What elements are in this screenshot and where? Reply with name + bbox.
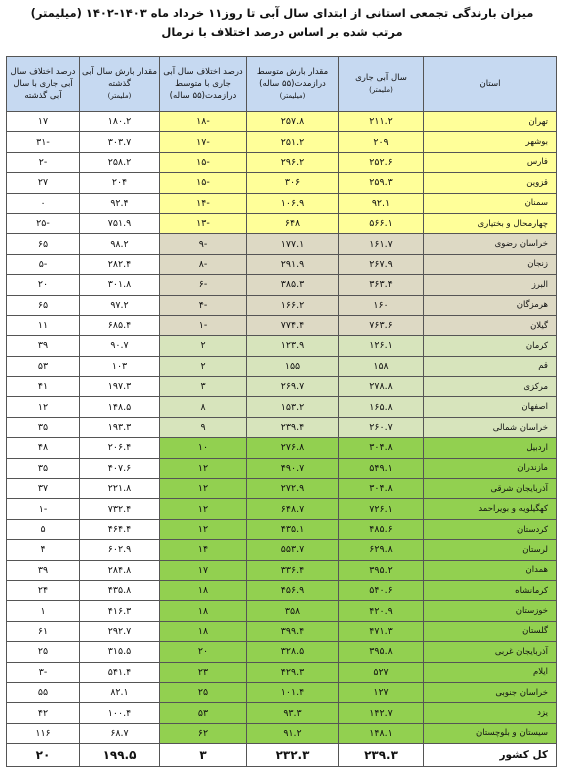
cell-province: گلستان bbox=[424, 621, 557, 641]
table-row bbox=[7, 438, 557, 458]
cell-diff-normal: ۱۲ bbox=[160, 458, 247, 478]
table-row bbox=[7, 193, 557, 213]
cell-diff-normal: ۱۸ bbox=[160, 601, 247, 621]
table-row bbox=[7, 356, 557, 376]
cell-current: ۱۲۶.۱ bbox=[339, 336, 424, 356]
cell-province: سمنان bbox=[424, 193, 557, 213]
table-row bbox=[7, 560, 557, 580]
table-row bbox=[7, 132, 557, 152]
cell-diff-last: ۴۸ bbox=[7, 438, 80, 458]
cell-diff-normal: ۱۸ bbox=[160, 621, 247, 641]
cell-current: ۳۹۵.۸ bbox=[339, 642, 424, 662]
cell-diff-normal: ۸ bbox=[160, 397, 247, 417]
cell-province: چهارمحال و بختیاری bbox=[424, 213, 557, 233]
header-row bbox=[7, 57, 557, 112]
cell-diff-last: ۱۱۶ bbox=[7, 723, 80, 743]
rainfall-table bbox=[6, 56, 557, 767]
cell-province: خوزستان bbox=[424, 601, 557, 621]
total-last-year: ۱۹۹.۵ bbox=[80, 744, 160, 767]
cell-normal: ۵۵۳.۷ bbox=[247, 540, 339, 560]
cell-normal: ۱۵۵ bbox=[247, 356, 339, 376]
cell-province: آذربایجان شرقی bbox=[424, 479, 557, 499]
cell-normal: ۷۷۴.۴ bbox=[247, 315, 339, 335]
cell-normal: ۱۰۱.۴ bbox=[247, 682, 339, 702]
table-row bbox=[7, 642, 557, 662]
cell-last-year: ۴۳۵.۸ bbox=[80, 580, 160, 600]
table-row bbox=[7, 112, 557, 132]
cell-diff-last: ۲۴ bbox=[7, 580, 80, 600]
cell-province: لرستان bbox=[424, 540, 557, 560]
cell-current: ۲۵۹.۳ bbox=[339, 173, 424, 193]
cell-normal: ۴۳۵.۱ bbox=[247, 519, 339, 539]
cell-diff-normal: ۶۲ bbox=[160, 723, 247, 743]
cell-normal: ۴۹۰.۷ bbox=[247, 458, 339, 478]
cell-normal: ۳۸۵.۳ bbox=[247, 275, 339, 295]
cell-diff-last: ۲۰ bbox=[7, 275, 80, 295]
cell-diff-normal: -۱۵ bbox=[160, 152, 247, 172]
table-row bbox=[7, 213, 557, 233]
cell-diff-normal: ۹ bbox=[160, 417, 247, 437]
cell-province: ایلام bbox=[424, 662, 557, 682]
cell-province: البرز bbox=[424, 275, 557, 295]
cell-diff-normal: ۱۲ bbox=[160, 519, 247, 539]
cell-diff-last: -۱ bbox=[7, 499, 80, 519]
cell-current: ۵۴۰.۶ bbox=[339, 580, 424, 600]
cell-current: ۲۶۷.۹ bbox=[339, 254, 424, 274]
cell-province: خراسان جنوبی bbox=[424, 682, 557, 702]
cell-current: ۷۶۳.۶ bbox=[339, 315, 424, 335]
cell-current: ۵۲۷ bbox=[339, 662, 424, 682]
cell-province: بوشهر bbox=[424, 132, 557, 152]
cell-current: ۷۲۶.۱ bbox=[339, 499, 424, 519]
cell-normal: ۴۵۶.۹ bbox=[247, 580, 339, 600]
table-row bbox=[7, 173, 557, 193]
cell-normal: ۳۰۶ bbox=[247, 173, 339, 193]
cell-current: ۹۲.۱ bbox=[339, 193, 424, 213]
header-diff-last: درصد اختلاف سال آبی جاری با سال آبی گذشته bbox=[7, 57, 80, 112]
cell-last-year: ۱۹۷.۳ bbox=[80, 377, 160, 397]
cell-normal: ۱۵۳.۲ bbox=[247, 397, 339, 417]
cell-diff-last: ۱ bbox=[7, 601, 80, 621]
cell-diff-last: -۳۱ bbox=[7, 132, 80, 152]
table-row bbox=[7, 458, 557, 478]
cell-diff-normal: -۴ bbox=[160, 295, 247, 315]
cell-current: ۱۴۸.۱ bbox=[339, 723, 424, 743]
cell-current: ۳۰۴.۸ bbox=[339, 438, 424, 458]
cell-diff-last: -۲ bbox=[7, 152, 80, 172]
header-normal: مقدار بارش متوسط درازمدت(۵۵ ساله) (میلیمتر) bbox=[247, 57, 339, 112]
cell-current: ۱۶۰ bbox=[339, 295, 424, 315]
cell-diff-last: ۴۲ bbox=[7, 703, 80, 723]
cell-normal: ۲۹۶.۲ bbox=[247, 152, 339, 172]
cell-last-year: ۷۵۱.۹ bbox=[80, 213, 160, 233]
cell-diff-last: ۳۹ bbox=[7, 336, 80, 356]
cell-normal: ۲۵۱.۲ bbox=[247, 132, 339, 152]
cell-current: ۲۵۲.۶ bbox=[339, 152, 424, 172]
cell-last-year: ۹۲.۴ bbox=[80, 193, 160, 213]
cell-diff-normal: ۲ bbox=[160, 336, 247, 356]
cell-current: ۱۲۷ bbox=[339, 682, 424, 702]
cell-last-year: ۶۰۲.۹ bbox=[80, 540, 160, 560]
cell-last-year: ۹۰.۷ bbox=[80, 336, 160, 356]
cell-diff-normal: ۱۲ bbox=[160, 499, 247, 519]
cell-current: ۳۹۵.۲ bbox=[339, 560, 424, 580]
cell-last-year: ۲۹۲.۷ bbox=[80, 621, 160, 641]
cell-normal: ۲۵۷.۸ bbox=[247, 112, 339, 132]
cell-last-year: ۶۸.۷ bbox=[80, 723, 160, 743]
cell-normal: ۲۷۶.۸ bbox=[247, 438, 339, 458]
cell-diff-last: ۰ bbox=[7, 193, 80, 213]
cell-last-year: ۲۸۲.۴ bbox=[80, 254, 160, 274]
total-normal: ۲۳۲.۳ bbox=[247, 744, 339, 767]
cell-diff-last: ۴ bbox=[7, 540, 80, 560]
cell-last-year: ۳۱۵.۵ bbox=[80, 642, 160, 662]
cell-current: ۲۶۰.۷ bbox=[339, 417, 424, 437]
cell-diff-normal: ۲۰ bbox=[160, 642, 247, 662]
cell-last-year: ۱۹۳.۳ bbox=[80, 417, 160, 437]
cell-diff-normal: -۱ bbox=[160, 315, 247, 335]
cell-diff-normal: ۱۲ bbox=[160, 479, 247, 499]
table-row bbox=[7, 275, 557, 295]
cell-province: مرکزی bbox=[424, 377, 557, 397]
cell-current: ۴۸۵.۶ bbox=[339, 519, 424, 539]
cell-diff-normal: -۶ bbox=[160, 275, 247, 295]
table-row bbox=[7, 703, 557, 723]
cell-province: یزد bbox=[424, 703, 557, 723]
table-row bbox=[7, 662, 557, 682]
cell-diff-last: -۳ bbox=[7, 662, 80, 682]
total-row bbox=[7, 744, 557, 767]
cell-last-year: ۲۸۴.۸ bbox=[80, 560, 160, 580]
cell-diff-last: ۶۵ bbox=[7, 295, 80, 315]
cell-current: ۵۶۶.۱ bbox=[339, 213, 424, 233]
cell-current: ۱۶۵.۸ bbox=[339, 397, 424, 417]
cell-diff-last: ۳۹ bbox=[7, 560, 80, 580]
cell-last-year: ۴۰۷.۶ bbox=[80, 458, 160, 478]
cell-province: قم bbox=[424, 356, 557, 376]
cell-current: ۲۰۹ bbox=[339, 132, 424, 152]
cell-province: قزوین bbox=[424, 173, 557, 193]
cell-diff-last: -۵ bbox=[7, 254, 80, 274]
cell-province: هرمزگان bbox=[424, 295, 557, 315]
cell-diff-normal: ۱۴ bbox=[160, 540, 247, 560]
cell-province: کرمان bbox=[424, 336, 557, 356]
cell-province: خراسان شمالی bbox=[424, 417, 557, 437]
table-row bbox=[7, 621, 557, 641]
cell-last-year: ۲۲۱.۸ bbox=[80, 479, 160, 499]
cell-diff-normal: -۹ bbox=[160, 234, 247, 254]
cell-current: ۴۷۱.۳ bbox=[339, 621, 424, 641]
cell-province: اصفهان bbox=[424, 397, 557, 417]
table-row bbox=[7, 601, 557, 621]
cell-diff-normal: ۱۸ bbox=[160, 580, 247, 600]
table-row bbox=[7, 315, 557, 335]
cell-last-year: ۱۰۳ bbox=[80, 356, 160, 376]
cell-last-year: ۴۶۴.۴ bbox=[80, 519, 160, 539]
cell-diff-normal: -۱۵ bbox=[160, 173, 247, 193]
cell-last-year: ۳۰۱.۸ bbox=[80, 275, 160, 295]
cell-last-year: ۷۳۲.۴ bbox=[80, 499, 160, 519]
header-diff-normal: درصد اختلاف سال آبی جاری با متوسط درازمدت(۵۵ ساله) bbox=[160, 57, 247, 112]
cell-normal: ۲۶۹.۷ bbox=[247, 377, 339, 397]
cell-last-year: ۶۸۵.۴ bbox=[80, 315, 160, 335]
cell-diff-last: ۵۳ bbox=[7, 356, 80, 376]
cell-last-year: ۱۰۰.۴ bbox=[80, 703, 160, 723]
cell-normal: ۴۲۹.۳ bbox=[247, 662, 339, 682]
cell-diff-last: ۱۲ bbox=[7, 397, 80, 417]
cell-diff-last: ۲۷ bbox=[7, 173, 80, 193]
cell-province: اردبیل bbox=[424, 438, 557, 458]
cell-last-year: ۱۸۰.۲ bbox=[80, 112, 160, 132]
table-row bbox=[7, 234, 557, 254]
cell-diff-last: ۵ bbox=[7, 519, 80, 539]
cell-diff-normal: -۱۳ bbox=[160, 213, 247, 233]
cell-diff-last: ۳۵ bbox=[7, 458, 80, 478]
cell-diff-last: ۶۱ bbox=[7, 621, 80, 641]
cell-diff-normal: -۸ bbox=[160, 254, 247, 274]
cell-normal: ۹۱.۲ bbox=[247, 723, 339, 743]
cell-province: کهگیلویه و بویراحمد bbox=[424, 499, 557, 519]
cell-province: مازندران bbox=[424, 458, 557, 478]
cell-province: تهران bbox=[424, 112, 557, 132]
cell-last-year: ۲۰۶.۴ bbox=[80, 438, 160, 458]
cell-last-year: ۸۲.۱ bbox=[80, 682, 160, 702]
cell-province: کرمانشاه bbox=[424, 580, 557, 600]
cell-normal: ۳۵۸ bbox=[247, 601, 339, 621]
cell-normal: ۳۳۶.۴ bbox=[247, 560, 339, 580]
cell-normal: ۳۲۸.۵ bbox=[247, 642, 339, 662]
cell-normal: ۲۳۹.۴ bbox=[247, 417, 339, 437]
cell-normal: ۱۷۷.۱ bbox=[247, 234, 339, 254]
cell-current: ۲۷۸.۸ bbox=[339, 377, 424, 397]
table-row bbox=[7, 519, 557, 539]
cell-normal: ۳۹۹.۴ bbox=[247, 621, 339, 641]
cell-diff-last: ۱۱ bbox=[7, 315, 80, 335]
cell-normal: ۲۹۱.۹ bbox=[247, 254, 339, 274]
table-row bbox=[7, 682, 557, 702]
cell-diff-normal: -۱۴ bbox=[160, 193, 247, 213]
cell-current: ۵۴۹.۱ bbox=[339, 458, 424, 478]
cell-last-year: ۹۷.۲ bbox=[80, 295, 160, 315]
cell-diff-last: ۲۵ bbox=[7, 642, 80, 662]
cell-diff-last: ۳۵ bbox=[7, 417, 80, 437]
cell-diff-normal: ۳ bbox=[160, 377, 247, 397]
cell-normal: ۱۶۶.۲ bbox=[247, 295, 339, 315]
total-diff-normal: ۳ bbox=[160, 744, 247, 767]
cell-normal: ۶۴۸ bbox=[247, 213, 339, 233]
cell-diff-normal: ۲۵ bbox=[160, 682, 247, 702]
cell-diff-normal: ۱۷ bbox=[160, 560, 247, 580]
table-row bbox=[7, 723, 557, 743]
header-last-year: مقدار بارش سال آبی گذشته (ملیمتر) bbox=[80, 57, 160, 112]
title-line-1: میزان بارندگی تجمعی استانی از ابتدای سال آبی تا روز۱۱ خرداد ماه ۱۴۰۳-۱۴۰۲ (میلیمتر) bbox=[30, 6, 534, 20]
cell-diff-normal: ۵۳ bbox=[160, 703, 247, 723]
cell-normal: ۲۷۲.۹ bbox=[247, 479, 339, 499]
cell-diff-last: ۳۷ bbox=[7, 479, 80, 499]
cell-current: ۱۶۱.۷ bbox=[339, 234, 424, 254]
cell-last-year: ۹۸.۲ bbox=[80, 234, 160, 254]
cell-diff-last: ۴۱ bbox=[7, 377, 80, 397]
cell-current: ۲۱۱.۲ bbox=[339, 112, 424, 132]
cell-diff-normal: -۱۷ bbox=[160, 132, 247, 152]
cell-province: فارس bbox=[424, 152, 557, 172]
table-row bbox=[7, 397, 557, 417]
cell-last-year: ۵۴۱.۴ bbox=[80, 662, 160, 682]
cell-last-year: ۲۵۸.۲ bbox=[80, 152, 160, 172]
cell-current: ۱۵۸ bbox=[339, 356, 424, 376]
cell-last-year: ۳۰۳.۷ bbox=[80, 132, 160, 152]
cell-diff-normal: ۲۳ bbox=[160, 662, 247, 682]
table-row bbox=[7, 540, 557, 560]
cell-province: گیلان bbox=[424, 315, 557, 335]
cell-diff-last: ۶۵ bbox=[7, 234, 80, 254]
table-row bbox=[7, 254, 557, 274]
cell-current: ۶۲۹.۸ bbox=[339, 540, 424, 560]
cell-normal: ۱۰۶.۹ bbox=[247, 193, 339, 213]
cell-current: ۴۲۰.۹ bbox=[339, 601, 424, 621]
header-province: استان bbox=[424, 57, 557, 112]
cell-province: سیستان و بلوچستان bbox=[424, 723, 557, 743]
table-row bbox=[7, 580, 557, 600]
cell-current: ۳۶۳.۴ bbox=[339, 275, 424, 295]
title-line-2: مرتب شده بر اساس درصد اختلاف با نرمال bbox=[161, 25, 403, 39]
cell-current: ۱۴۲.۷ bbox=[339, 703, 424, 723]
cell-normal: ۱۲۳.۹ bbox=[247, 336, 339, 356]
cell-diff-last: ۵۵ bbox=[7, 682, 80, 702]
cell-last-year: ۲۰۴ bbox=[80, 173, 160, 193]
total-province: کل کشور bbox=[424, 744, 557, 767]
cell-province: آذربایجان غربی bbox=[424, 642, 557, 662]
cell-diff-normal: -۱۸ bbox=[160, 112, 247, 132]
table-row bbox=[7, 417, 557, 437]
cell-diff-normal: ۱۰ bbox=[160, 438, 247, 458]
cell-current: ۳۰۴.۸ bbox=[339, 479, 424, 499]
table-row bbox=[7, 336, 557, 356]
cell-province: زنجان bbox=[424, 254, 557, 274]
cell-diff-last: ۱۷ bbox=[7, 112, 80, 132]
cell-last-year: ۴۱۶.۳ bbox=[80, 601, 160, 621]
cell-diff-normal: ۲ bbox=[160, 356, 247, 376]
cell-last-year: ۱۴۸.۵ bbox=[80, 397, 160, 417]
cell-normal: ۹۳.۳ bbox=[247, 703, 339, 723]
table-row bbox=[7, 499, 557, 519]
cell-province: کردستان bbox=[424, 519, 557, 539]
header-current: سال آبی جاری (ملیمتر) bbox=[339, 57, 424, 112]
table-row bbox=[7, 377, 557, 397]
table-row bbox=[7, 479, 557, 499]
cell-diff-last: -۲۵ bbox=[7, 213, 80, 233]
cell-normal: ۶۴۸.۷ bbox=[247, 499, 339, 519]
total-current: ۲۳۹.۳ bbox=[339, 744, 424, 767]
table-row bbox=[7, 295, 557, 315]
cell-province: خراسان رضوی bbox=[424, 234, 557, 254]
table-row bbox=[7, 152, 557, 172]
cell-province: همدان bbox=[424, 560, 557, 580]
total-diff-last: ۲۰ bbox=[7, 744, 80, 767]
